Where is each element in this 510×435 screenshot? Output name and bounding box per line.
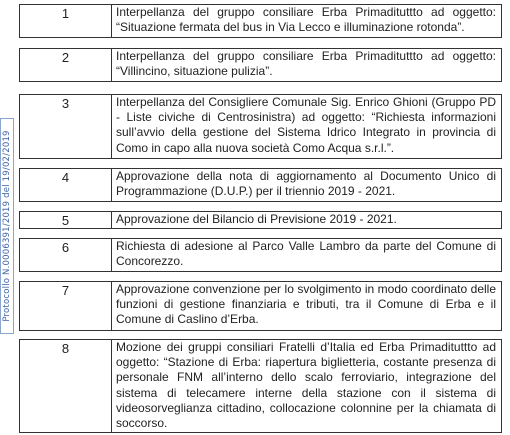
- agenda-item-text: Interpellanza del gruppo consiliare Erba Primadituttto ad oggetto: “Situazione fermata del bus in Via Lecco e illuminazione rotonda”.: [116, 5, 496, 35]
- agenda-item-text: Approvazione convenzione per lo svolgimento in modo coordinato delle funzioni di gestione finanziaria e tributi, tra il Comune di Erba e il Comune di Caslino d’Erba.: [116, 282, 496, 327]
- agenda-item-text: Approvazione della nota di aggiornamento al Documento Unico di Programmazione (D.U.P.) per il triennio 2019 - 2021.: [116, 169, 496, 199]
- agenda-row-3: [19, 94, 502, 159]
- agenda-item-number: 1: [20, 5, 112, 37]
- agenda-item-text: Richiesta di adesione al Parco Valle Lambro da parte del Comune di Concorezzo.: [116, 239, 496, 269]
- agenda-item-number: 7: [20, 282, 112, 330]
- agenda-item-number: 2: [20, 49, 112, 81]
- agenda-item-text: Approvazione del Bilancio di Previsione 2019 - 2021.: [116, 212, 397, 226]
- agenda-item-text: Interpellanza del Consigliere Comunale Sig. Enrico Ghioni (Gruppo PD - Liste civiche di Centrosinistra) ad oggetto: “Richiesta informazioni sull’avvio della gestione del Sistema Idrico Integrato in provincia di Como in capo alla nuova società Como Acqua s.r.l.”.: [116, 95, 496, 155]
- agenda-row-2: [19, 48, 502, 82]
- agenda-item-number: 4: [20, 169, 112, 201]
- protocol-stamp: [0, 118, 14, 334]
- agenda-item-text: Interpellanza del gruppo consiliare Erba Primadituttto ad oggetto: “Villincino, situazione pulizia”.: [116, 49, 496, 79]
- agenda-item-number: 8: [20, 340, 112, 432]
- agenda-item-number: 3: [20, 95, 112, 158]
- agenda-row-7: [19, 281, 502, 331]
- agenda-item-number: 5: [20, 212, 112, 228]
- agenda-row-1: [19, 4, 502, 38]
- agenda-row-5: [19, 211, 502, 229]
- agenda-row-6: [19, 238, 502, 272]
- agenda-item-number: 6: [20, 239, 112, 271]
- agenda-row-4: [19, 168, 502, 202]
- agenda-row-8: [19, 339, 502, 433]
- protocol-stamp-text: Protocollo N.0006391/2019 del 19/02/2019: [2, 130, 12, 322]
- agenda-item-text: Mozione dei gruppi consiliari Fratelli d’Italia ed Erba Primadituttto ad oggetto: “Stazione di Erba: riapertura biglietteria, costante presenza di personale FNM all’interno dello scalo ferroviario, integrazione del sistema di telecamere interne della stazione con il sistema di videosorveglianza cittadino, collocazione colonnine per la chiamata di soccorso.: [116, 340, 496, 431]
